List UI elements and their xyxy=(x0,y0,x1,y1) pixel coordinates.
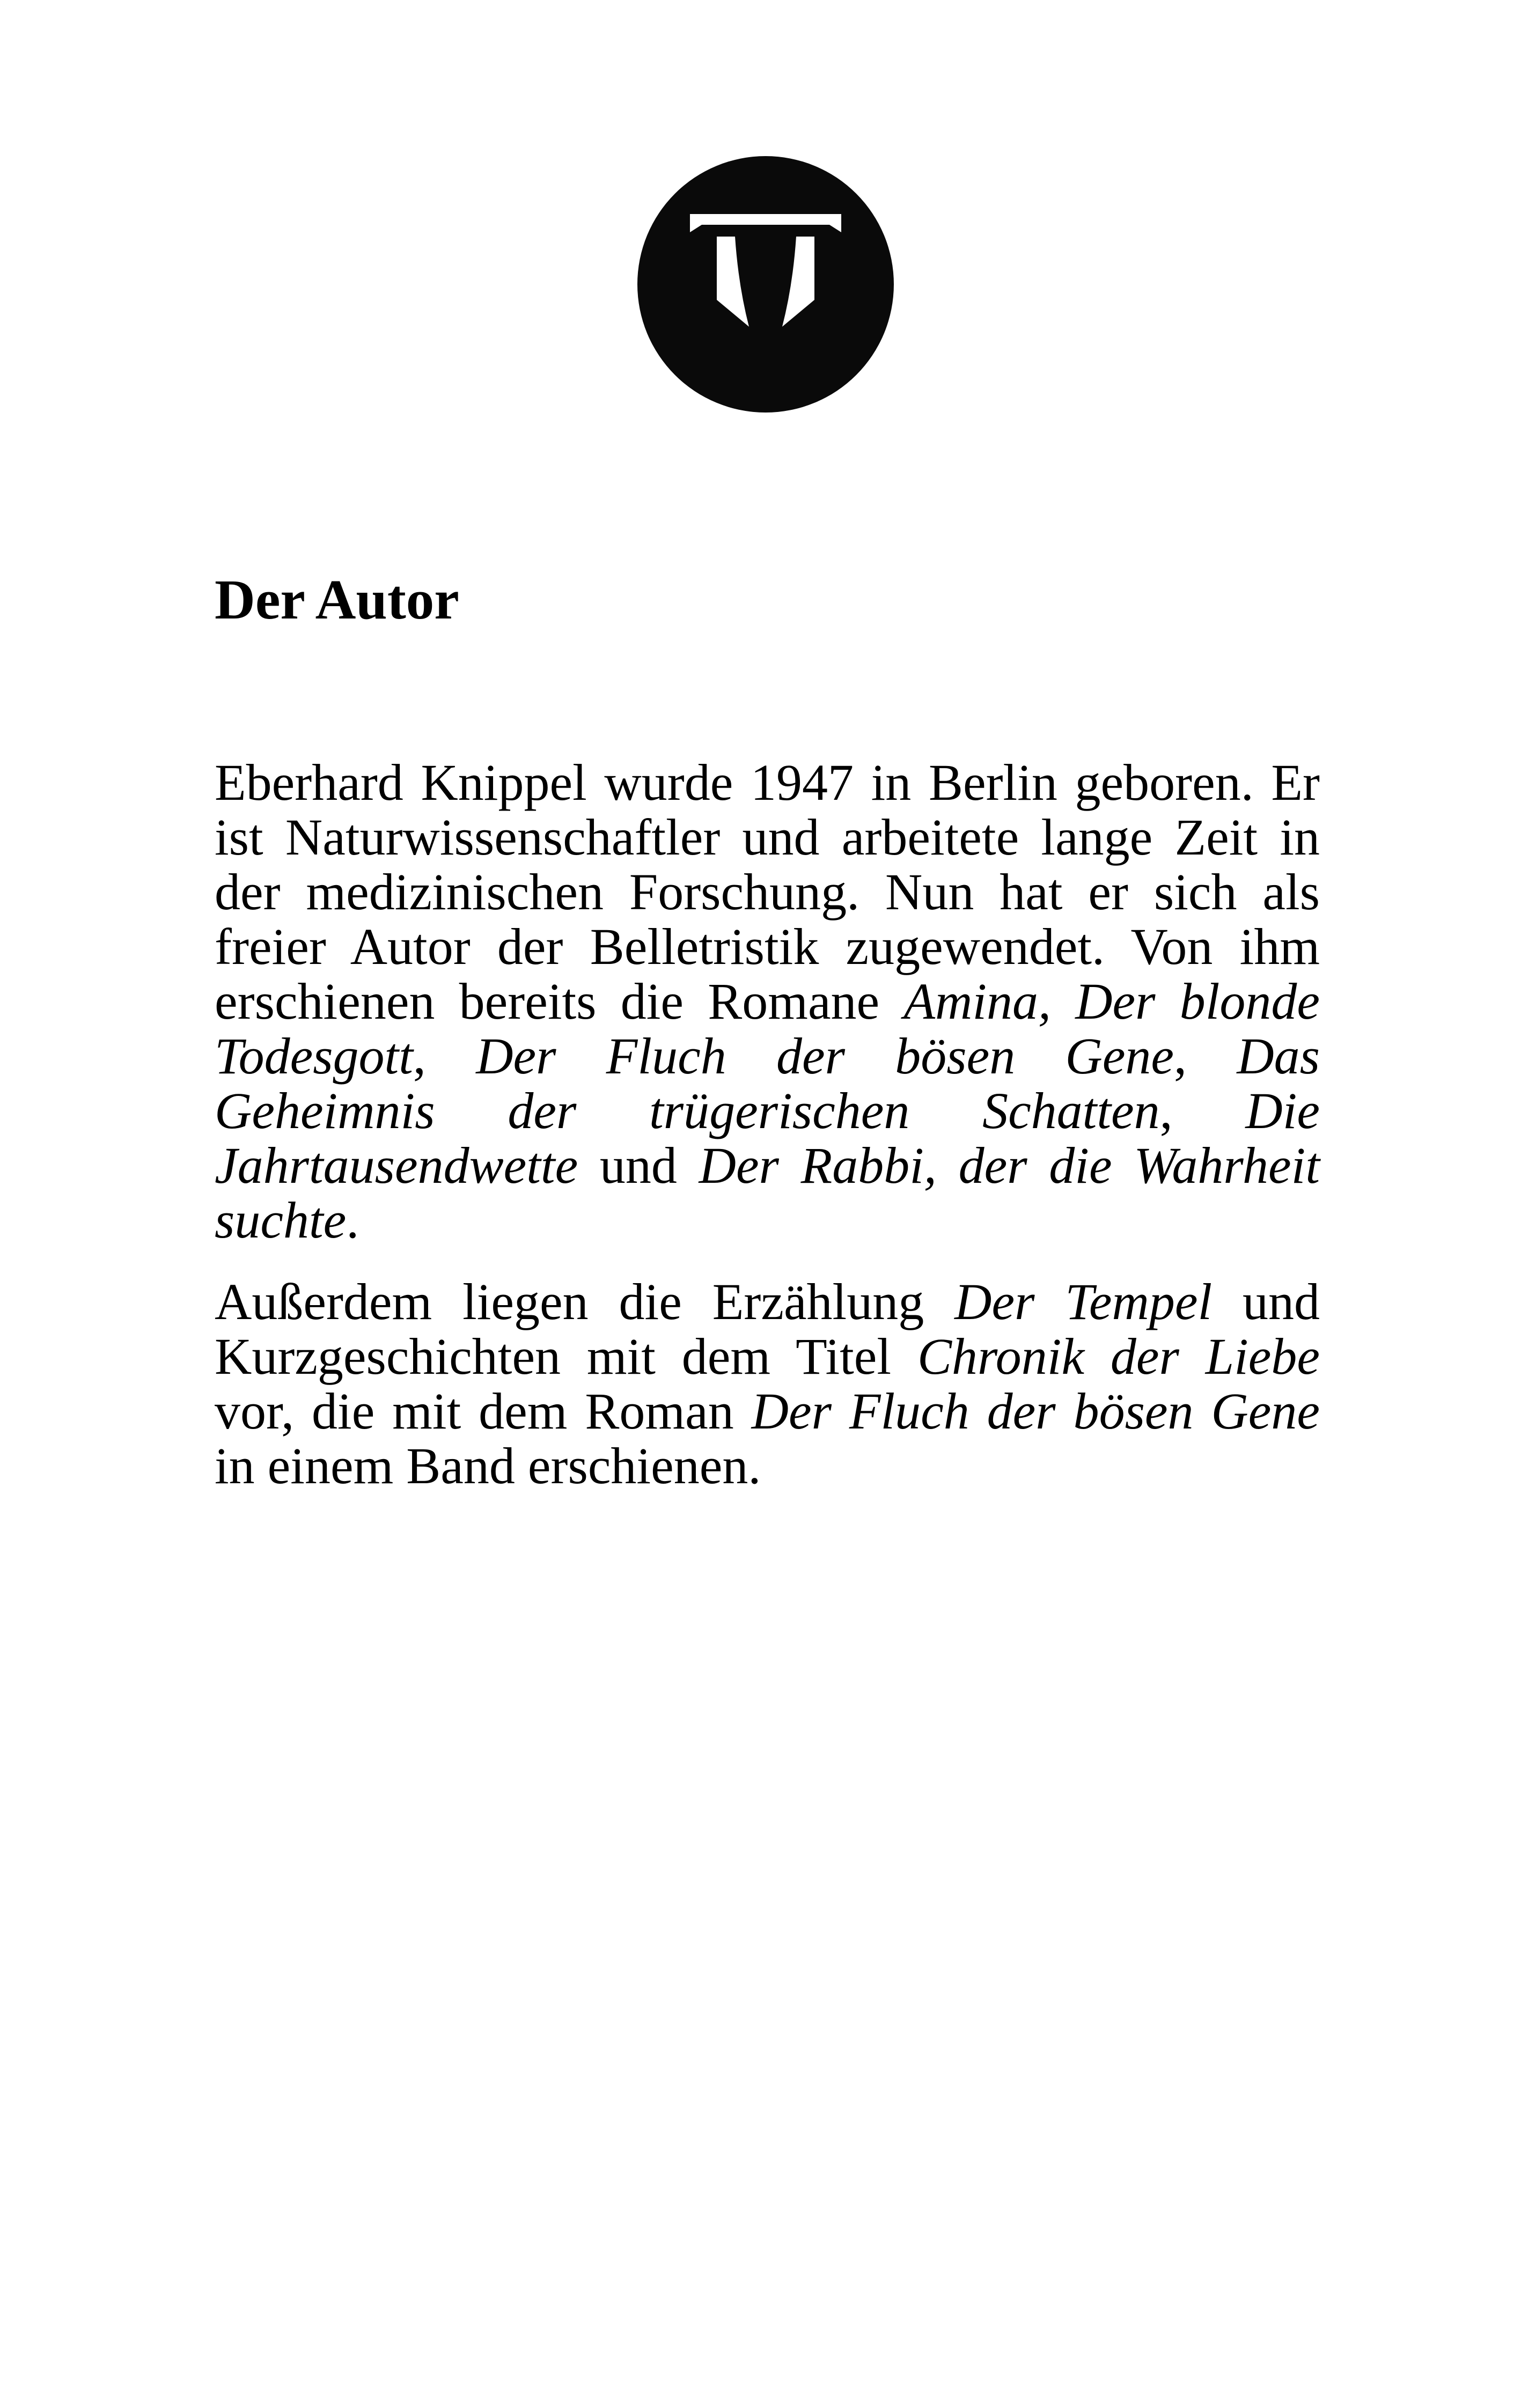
book-title: Die Jahrtausendwette xyxy=(215,1082,1320,1194)
bio-text: vor, die mit dem Roman xyxy=(215,1382,752,1440)
bio-text: in einem Band erschienen. xyxy=(215,1437,761,1494)
separator: und xyxy=(578,1137,699,1194)
bio-text: und Kurzgeschichten mit dem Titel xyxy=(215,1273,1320,1385)
book-title: Chronik der Liebe xyxy=(917,1328,1320,1385)
publisher-logo-icon xyxy=(637,156,894,413)
book-title: Der Rabbi, der die Wahrheit suchte xyxy=(215,1137,1320,1249)
book-title: Der Fluch der bösen Gene xyxy=(476,1027,1174,1085)
bio-paragraph xyxy=(215,755,1320,1248)
book-title: Der Fluch der bösen Gene xyxy=(751,1382,1320,1440)
page-title: Der Autor xyxy=(215,568,459,631)
separator: , xyxy=(413,1027,476,1085)
separator: , xyxy=(1174,1027,1237,1085)
sentence-end: . xyxy=(346,1191,359,1249)
book-title: Das Geheimnis der trügerischen Schatten xyxy=(215,1027,1320,1139)
author-bio xyxy=(215,755,1320,1520)
bio-text: Außerdem liegen die Erzählung xyxy=(215,1273,955,1330)
book-title: Amina, Der blonde Todesgott xyxy=(215,973,1320,1085)
book-title: Der Tempel xyxy=(954,1273,1213,1330)
bio-intro: Eberhard Knippel wurde 1947 in Berlin geboren. Er ist Naturwissenschaftler und arbeitete lange Zeit in der medizinischen Forschung. Nun hat er sich als freier Autor der Belletristik zugewendet. Von ihm erschienen bereits die Romane xyxy=(215,754,1320,1030)
bio-paragraph xyxy=(215,1275,1320,1493)
separator: , xyxy=(1159,1082,1246,1139)
